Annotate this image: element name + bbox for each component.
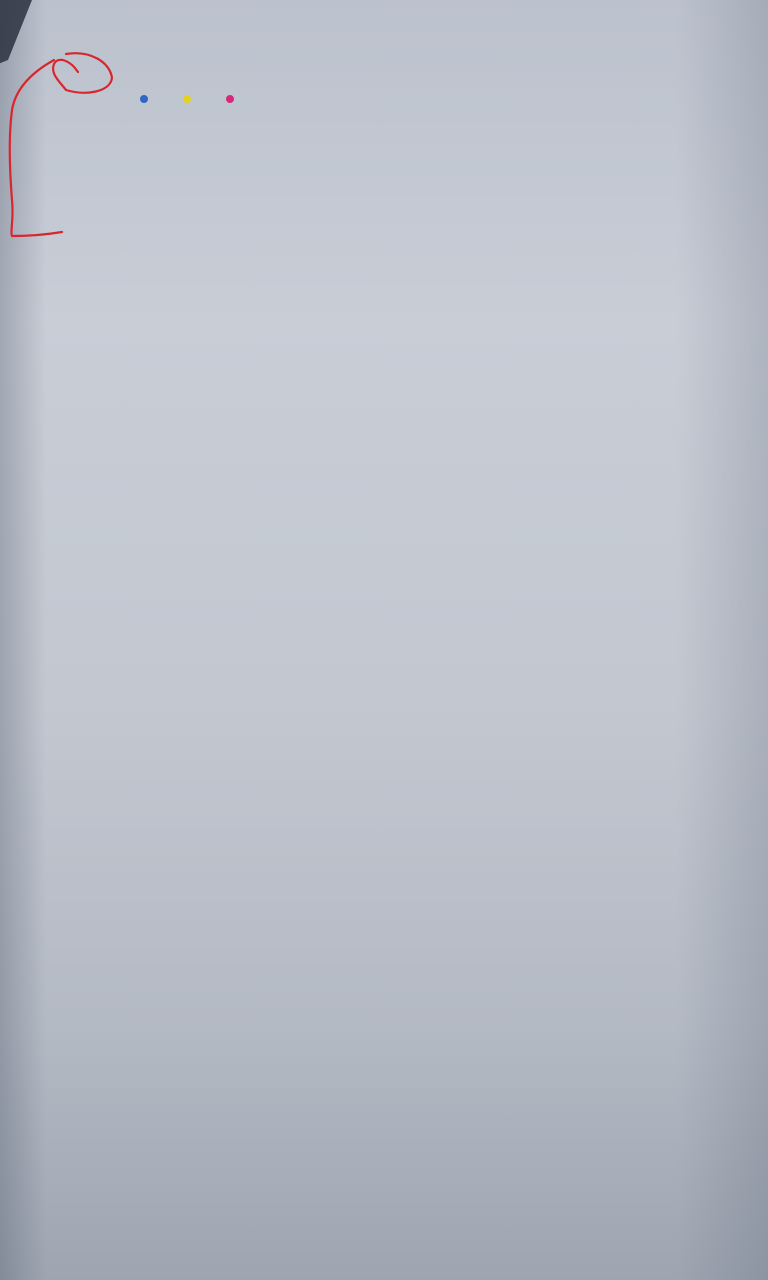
watermark-dots	[140, 88, 264, 107]
pink-dot	[226, 95, 234, 103]
blue-dot	[140, 95, 148, 103]
document-text	[8, 52, 768, 66]
pen-tip-shadow	[0, 0, 60, 100]
red-pen-bracket	[0, 0, 768, 260]
yellow-dot	[183, 95, 191, 103]
